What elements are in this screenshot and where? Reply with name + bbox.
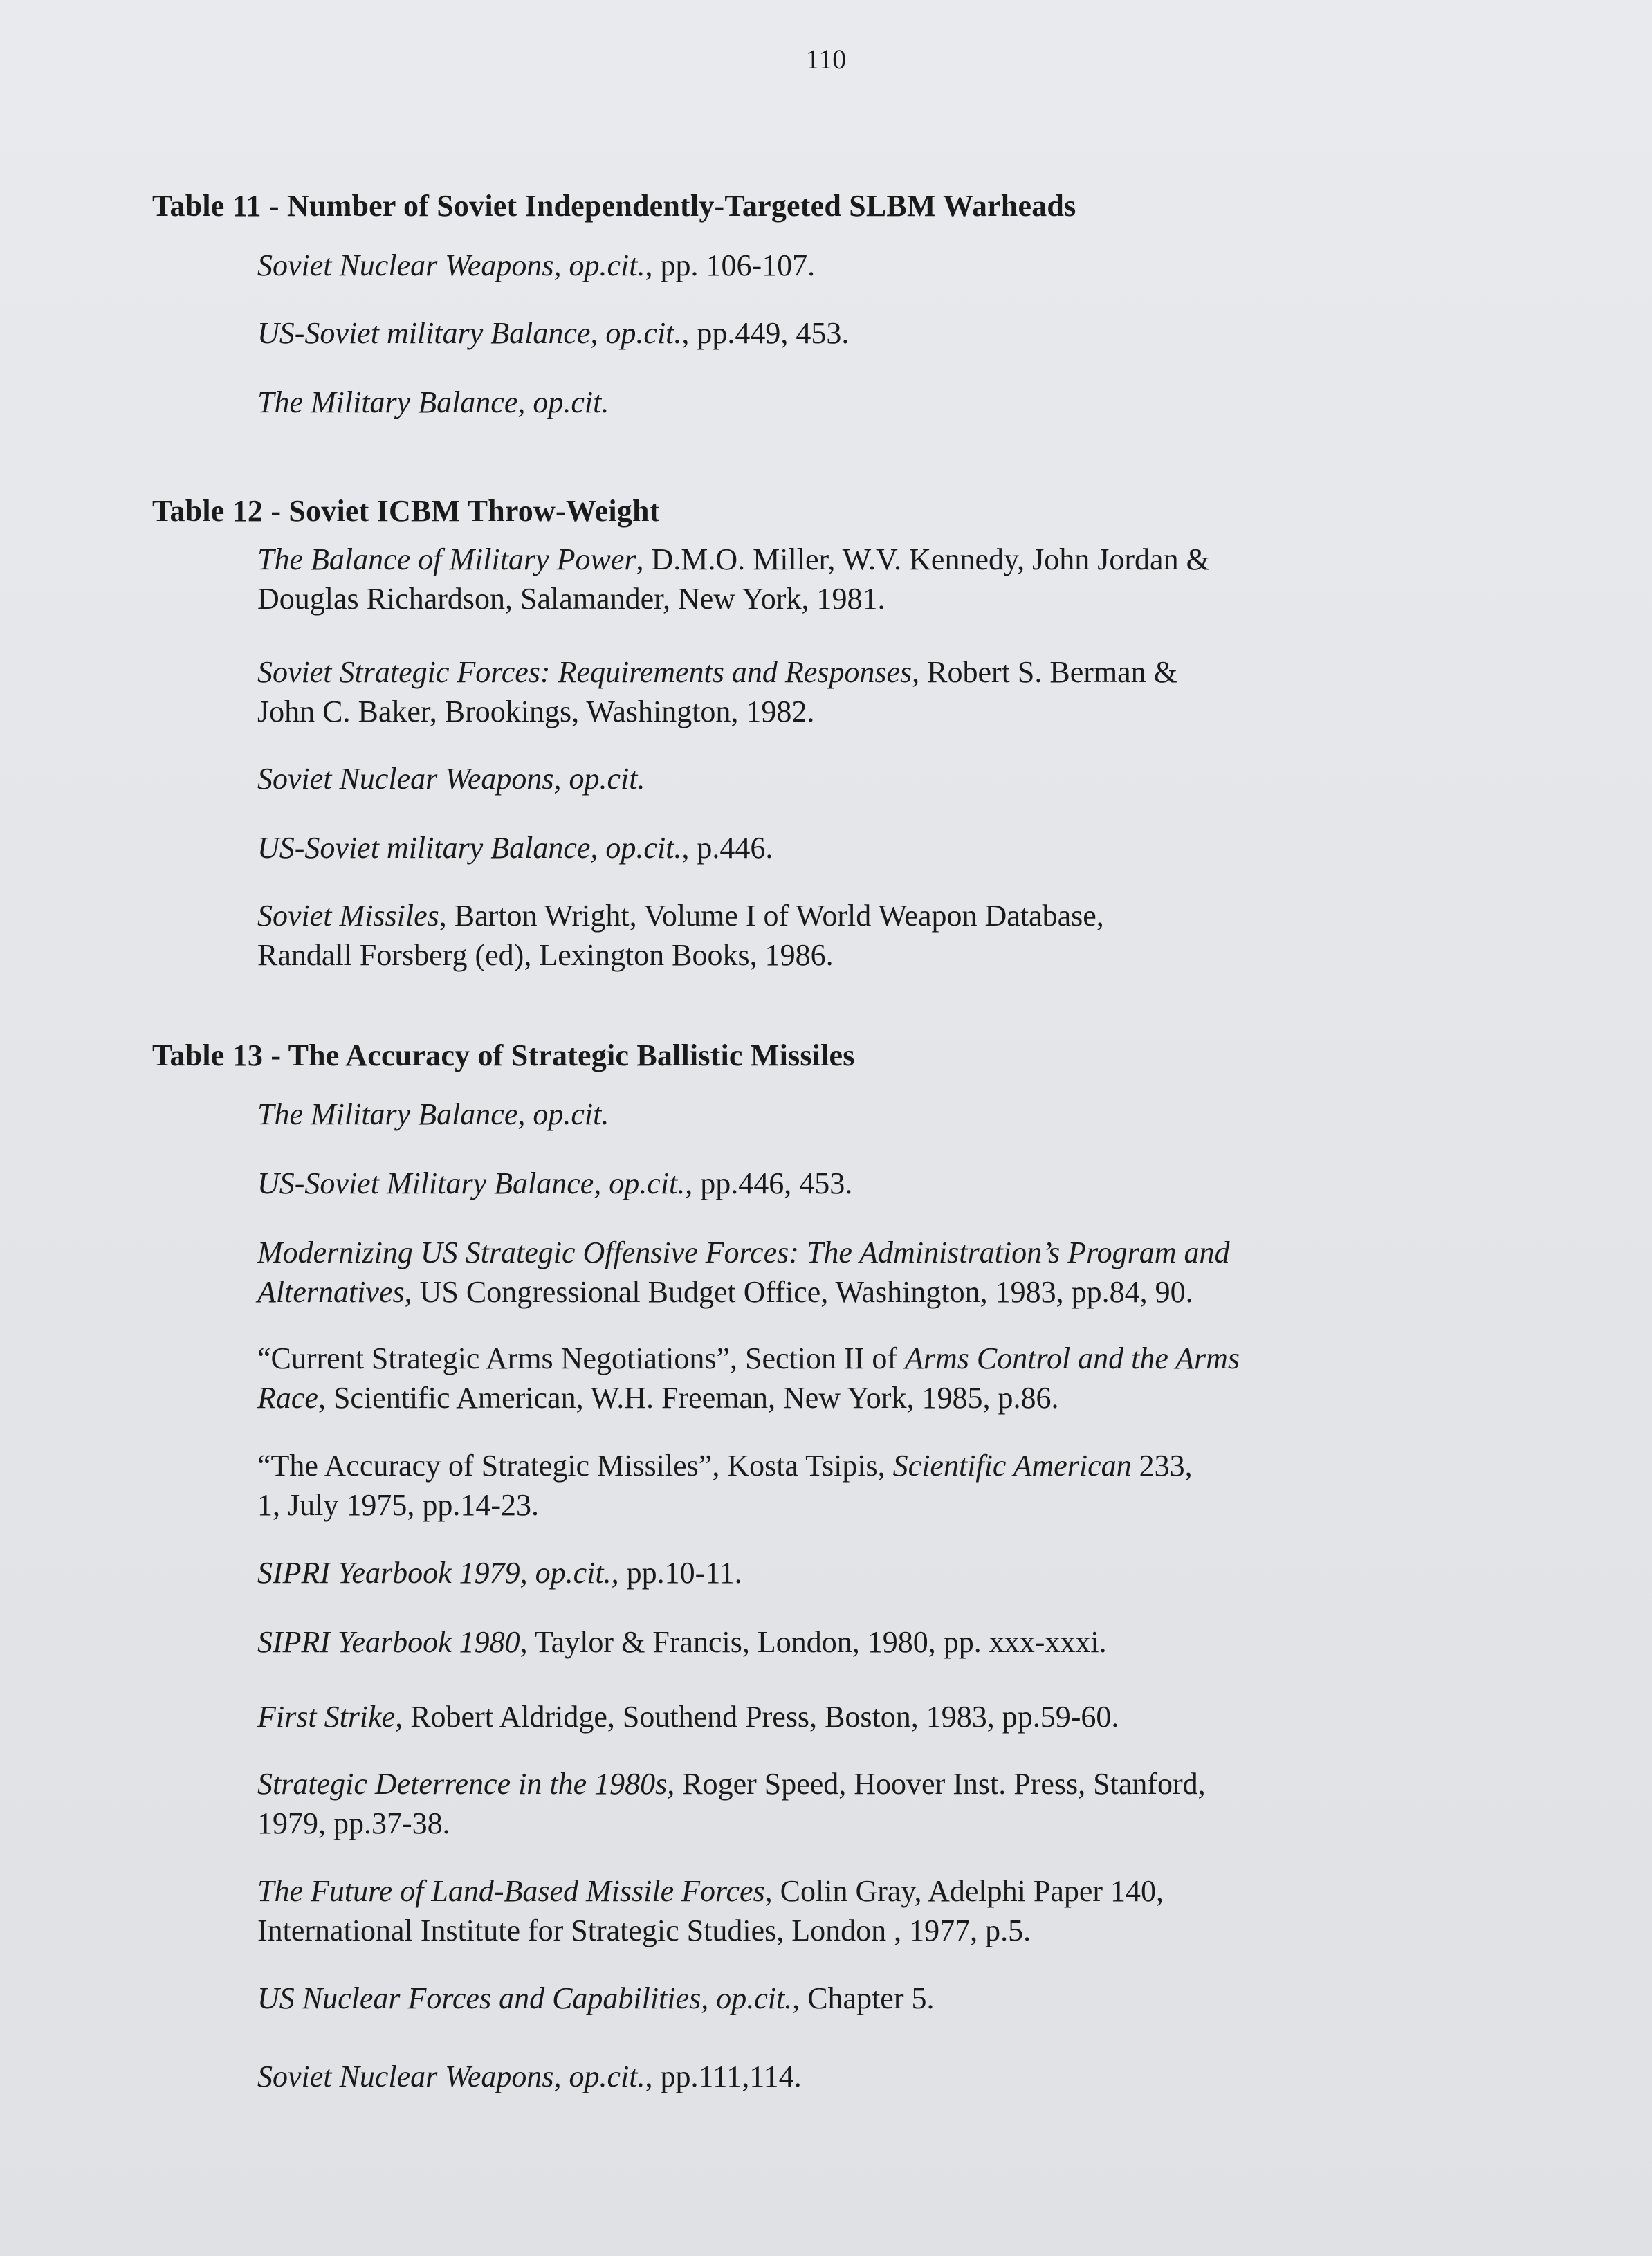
reference-line [257,1485,1558,1525]
reference-entry [257,1164,1558,1203]
reference-title: Race [257,1381,318,1415]
reference-line [257,1764,1558,1804]
reference-line [257,313,1558,353]
reference-text: Randall Forsberg (ed), Lexington Books, 1986. [257,938,834,972]
reference-entry [257,383,1558,422]
reference-entry [257,759,1558,798]
reference-text: , Roger Speed, Hoover Inst. Press, Stanford, [667,1767,1206,1801]
reference-text: 233, [1131,1449,1193,1483]
reference-line [257,1553,1558,1593]
reference-entry [257,1871,1558,1950]
table-heading: Table 12 - Soviet ICBM Throw-Weight [152,494,660,528]
reference-line [257,1622,1558,1662]
reference-entry [257,1233,1558,1312]
table-heading: Table 13 - The Accuracy of Strategic Ballistic Missiles [152,1038,855,1072]
reference-line [257,828,1558,868]
reference-title: Soviet Strategic Forces: Requirements and Responses [257,655,912,689]
reference-entry [257,246,1558,285]
reference-title: Soviet Nuclear Weapons, op.cit. [257,2060,645,2093]
reference-text: , Taylor & Francis, London, 1980, pp. xxx-xxxi. [520,1625,1107,1659]
reference-text: John C. Baker, Brookings, Washington, 1982. [257,695,815,728]
reference-line [257,383,1558,422]
reference-entry [257,540,1558,618]
reference-title: SIPRI Yearbook 1979, op.cit. [257,1556,612,1590]
reference-title: Soviet Nuclear Weapons, op.cit. [257,762,645,796]
reference-entry [257,1622,1558,1662]
reference-title: The Military Balance, op.cit. [257,1097,609,1131]
reference-text: “Current Strategic Arms Negotiations”, Section II of [257,1341,905,1375]
reference-title: Modernizing US Strategic Offensive Forces: The Administration’s Program and [257,1236,1230,1269]
reference-text: , Scientific American, W.H. Freeman, New York, 1985, p.86. [318,1381,1059,1415]
reference-line [257,246,1558,285]
reference-text: International Institute for Strategic Studies, London , 1977, p.5. [257,1914,1031,1947]
reference-text: , pp.446, 453. [685,1166,853,1200]
reference-title: Alternatives [257,1275,405,1309]
reference-line [257,935,1558,975]
page-number: 110 [805,44,847,75]
reference-line [257,579,1558,618]
reference-text: , Barton Wright, Volume I of World Weapon Database, [439,899,1104,933]
reference-line [257,1871,1558,1911]
reference-title: The Future of Land-Based Missile Forces [257,1874,765,1908]
reference-title: The Balance of Military Power [257,542,636,576]
reference-title: Arms Control and the Arms [905,1341,1240,1375]
reference-line [257,759,1558,798]
reference-text: , p.446. [681,831,773,865]
reference-entry [257,1979,1558,2018]
reference-title: Strategic Deterrence in the 1980s [257,1767,668,1801]
reference-text: , pp.111,114. [645,2060,802,2093]
reference-title: SIPRI Yearbook 1980 [257,1625,520,1659]
reference-title: US-Soviet Military Balance, op.cit. [257,1166,686,1200]
reference-entry [257,896,1558,975]
reference-line [257,1164,1558,1203]
reference-line [257,1233,1558,1272]
reference-entry [257,1094,1558,1134]
reference-entry [257,313,1558,353]
reference-title: US-Soviet military Balance, op.cit. [257,831,682,865]
reference-line [257,896,1558,935]
reference-line [257,1339,1558,1378]
reference-entry [257,652,1558,731]
reference-text: , pp. 106-107. [645,248,816,282]
reference-title: US-Soviet military Balance, op.cit. [257,316,682,350]
reference-line [257,692,1558,731]
reference-text: , Colin Gray, Adelphi Paper 140, [764,1874,1164,1908]
reference-text: , D.M.O. Miller, W.V. Kennedy, John Jordan & [636,542,1210,576]
reference-text: Douglas Richardson, Salamander, New York, 1981. [257,582,885,616]
reference-title: The Military Balance, op.cit. [257,385,609,419]
reference-entry [257,1764,1558,1843]
reference-line [257,1378,1558,1418]
reference-title: Scientific American [892,1449,1132,1483]
reference-entry [257,1553,1558,1593]
reference-text: , US Congressional Budget Office, Washington, 1983, pp.84, 90. [404,1275,1193,1309]
reference-line [257,1094,1558,1134]
reference-line [257,1979,1558,2018]
reference-entry [257,1339,1558,1418]
reference-text: , pp.10-11. [611,1556,742,1590]
reference-line [257,1911,1558,1950]
reference-text: , Robert S. Berman & [912,655,1177,689]
reference-title: US Nuclear Forces and Capabilities, op.cit. [257,1981,793,2015]
reference-text: 1, July 1975, pp.14-23. [257,1488,539,1522]
reference-line [257,2057,1558,2096]
reference-line [257,540,1558,579]
reference-text: 1979, pp.37-38. [257,1806,450,1840]
reference-line [257,1446,1558,1485]
reference-line [257,652,1558,692]
reference-entry [257,1446,1558,1525]
reference-text: , Chapter 5. [792,1981,935,2015]
reference-title: Soviet Missiles [257,899,439,933]
reference-text: , Robert Aldridge, Southend Press, Boston, 1983, pp.59-60. [395,1700,1119,1734]
reference-entry [257,2057,1558,2096]
table-heading: Table 11 - Number of Soviet Independently-Targeted SLBM Warheads [152,189,1076,223]
reference-line [257,1804,1558,1843]
reference-title: Soviet Nuclear Weapons, op.cit. [257,248,645,282]
reference-text: “The Accuracy of Strategic Missiles”, Kosta Tsipis, [257,1449,893,1483]
reference-line [257,1697,1558,1736]
reference-entry [257,1697,1558,1736]
reference-text: , pp.449, 453. [681,316,850,350]
reference-line [257,1272,1558,1312]
reference-entry [257,828,1558,868]
reference-title: First Strike [257,1700,396,1734]
